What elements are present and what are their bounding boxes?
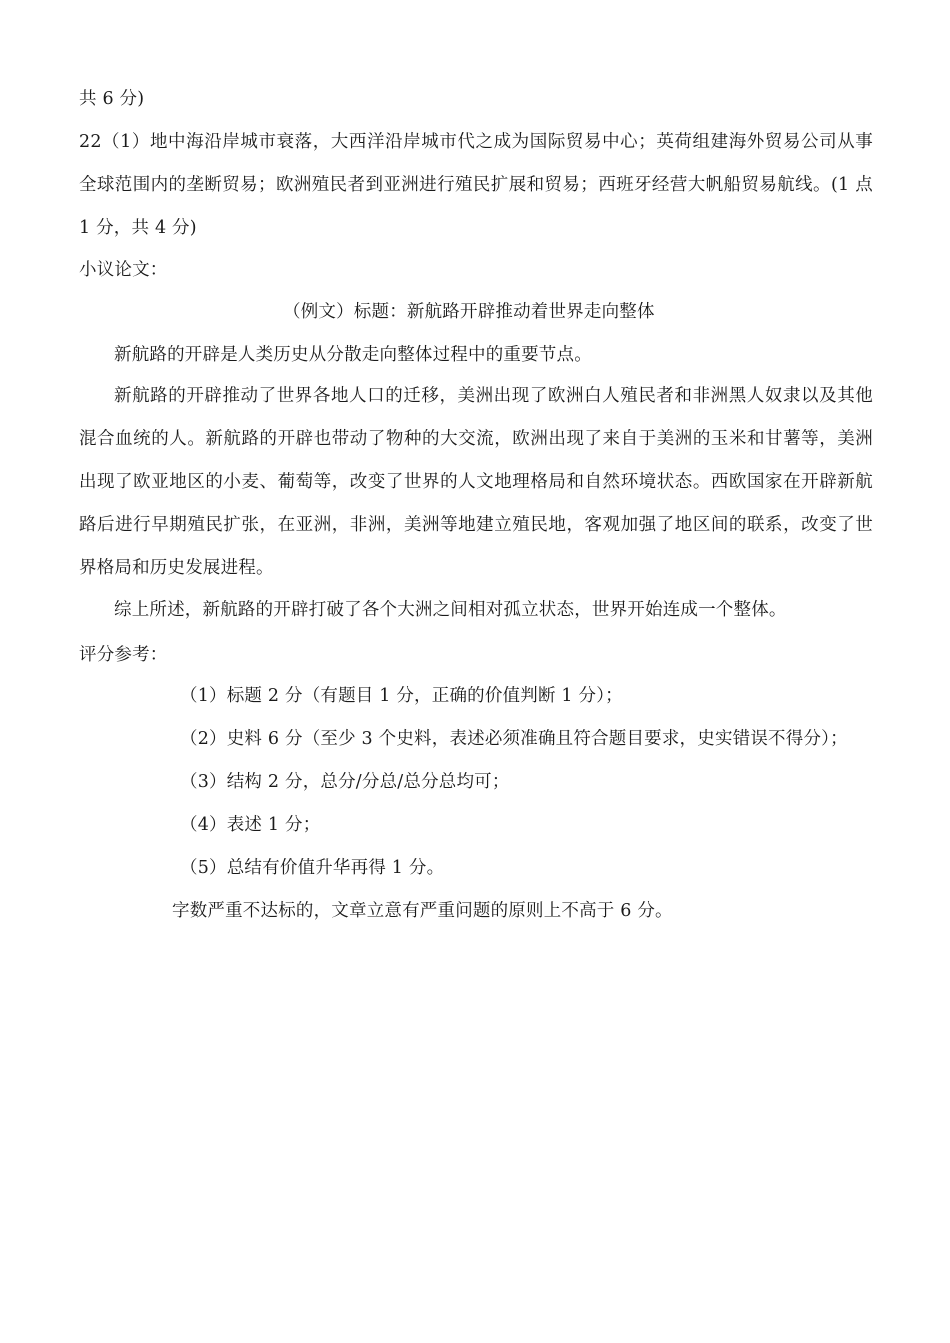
scoring-item-4: （4）表述 1 分； — [180, 815, 321, 835]
essay-paragraph-3: 综上所述，新航路的开辟打破了各个大洲之间相对孤立状态，世界开始连成一个整体。 — [114, 600, 787, 620]
scoring-item-2: （2）史料 6 分（至少 3 个史料，表述必须准确且符合题目要求，史实错误不得分）； — [180, 729, 848, 749]
scoring-label: 评分参考： — [79, 645, 168, 665]
scoring-item-1: （1）标题 2 分（有题目 1 分，正确的价值判断 1 分）； — [180, 686, 623, 706]
essay-title: （例文）标题：新航路开辟推动着世界走向整体 — [283, 302, 655, 322]
essay-label: 小议论文： — [79, 260, 168, 280]
essay-paragraph-1: 新航路的开辟是人类历史从分散走向整体过程中的重要节点。 — [114, 345, 592, 365]
scoring-note: 字数严重不达标的，文章立意有严重问题的原则上不高于 6 分。 — [172, 901, 673, 921]
scoring-item-5: （5）总结有价值升华再得 1 分。 — [180, 858, 445, 878]
continuation-text: 共 6 分) — [79, 89, 145, 109]
essay-paragraph-2: 新航路的开辟推动了世界各地人口的迁移，美洲出现了欧洲白人殖民者和非洲黑人奴隶以及其他混合血统的人。新航路的开辟也带动了物种的大交流，欧洲出现了来自于美洲的玉米和甘薯等，美洲出现了欧亚地区的小麦、葡萄等，改变了世界的人文地理格局和自然环境状态。西欧国家在开辟新航路后进行早期殖民扩张，在亚洲，非洲，美洲等地建立殖民地，客观加强了地区间的联系，改变了世界格局和历史发展进程。 — [79, 386, 873, 578]
question-22-part-1: 22（1）地中海沿岸城市衰落，大西洋沿岸城市代之成为国际贸易中心；英荷组建海外贸易公司从事全球范围内的垄断贸易；欧洲殖民者到亚洲进行殖民扩展和贸易；西班牙经营大帆船贸易航线。(1 点 1 分，共 4 分) — [79, 132, 873, 238]
scoring-item-3: （3）结构 2 分，总分/分总/总分总均可； — [180, 772, 510, 792]
